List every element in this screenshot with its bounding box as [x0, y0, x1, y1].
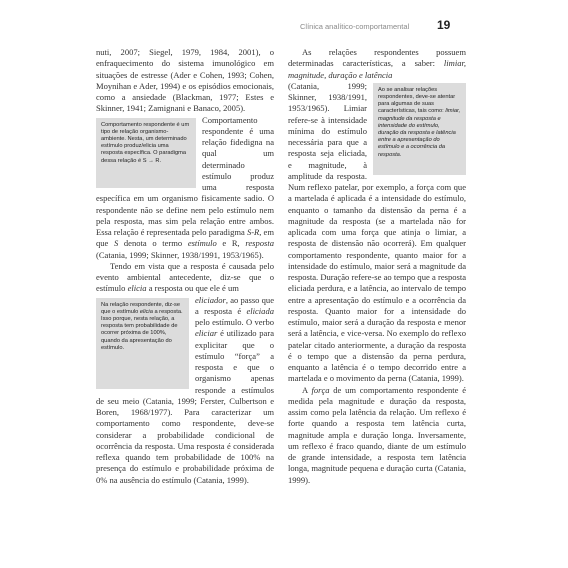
paragraph-text: (Catania, 1999; Skinner, 1938/1991, 1953/1965). Limiar refere-se à intensidade mínima do estímulo necessária para que a resposta seja eliciada, e magnitude, à amplitude da resposta. Num reflexo patelar, por exemplo, a força com que a martelada é aplicada é a intensidade do estímulo, enquanto o tamanho da distensão da perna é a magnitude da resposta (se a martelada não for aplicada com uma força que atinja o limiar, a resposta de distensão não ocorrerá). Em qualquer comportamento respondente, quanto maior for a intensidade do estímulo, maior será a magnitude da resposta. Duração refere-se ao tempo que a resposta eliciada perdura, e a latência, ao intervalo de tempo entre a apresentação do estímulo e a ocorrência da resposta. Quanto maior for a intensidade do estímulo, maior será a duração da resposta e menor será a latência, e vice-versa. No exemplo do reflexo patelar citado anteriormente, a duração da resposta é o tempo que a distensão da perna perdura, enquanto a latência é o tempo decorrido entre a martelada e o movimento da perna (Catania, 1999).	[288, 80, 466, 384]
paragraph-text: é utilizado para explicitar que o estímulo “força” a resposta e que o organismo apenas responde a estímulos de seu meio (Catania, 1999; Ferster, Culbertson e Boren, 1968/1977). Para caracterizar um comportamento como respondente, deve-se considerar a probabilidade condicional de ocorrência da resposta. Uma resposta é considerada reflexa quando tem probabilidade de 100% na presença do estímulo e probabilidade próxima de 0% na ausência do estímulo (Catania, 1999).	[96, 328, 274, 485]
paragraph	[288, 47, 466, 81]
paragraph	[288, 385, 466, 486]
italic-term: elicia	[139, 308, 153, 315]
sidebar-note-text: Ao se analisar relações respondentes, deve-se atentar para algumas de suas características, tais como:	[378, 86, 456, 115]
paragraph-text: nuti, 2007; Siegel, 1979, 1984, 2001), o enfraquecimento do sistema imunológico em situações de estresse (Ader e Cohen, 1993; Cohen, Moynihan e Ader, 1994) e os episódios emocionais, como a ansiedade (Blackman, 1977; Estes e Skinner, 1941; Zamignani e Banaco, 2005).	[96, 47, 274, 114]
italic-term: estímulo	[187, 238, 217, 249]
sidebar-note-text: Na relação respondente, diz-se que o estímulo	[101, 301, 181, 315]
sidebar-note-text: a resposta. Isso porque, nesta relação, a resposta tem probabilidade de ocorrer próxima de 100%, quando da apresentação do estímulo.	[101, 308, 183, 351]
paragraph-text: e R,	[216, 238, 246, 249]
paragraph-text: de um comportamento respondente é medida pela magnitude e duração da resposta, assim como pela latência da relação. Um reflexo é forte quando a resposta tem latência curta, magnitude ampla e duração longa. Inversamente, um reflexo é fraco quando, diante de um estímulo de grande intensidade, a resposta tem latência longa, magnitude pequena e duração curta (Catania, 1999).	[288, 384, 467, 485]
italic-term: eliciar	[195, 328, 218, 339]
paragraph	[96, 261, 274, 295]
page-number: 19	[437, 18, 451, 32]
italic-term: força	[311, 384, 330, 395]
sidebar-note-text	[101, 302, 184, 352]
italic-term: eliciador	[195, 294, 226, 305]
paragraph-text: (Catania, 1999; Skinner, 1938/1991, 1953/1965).	[96, 249, 264, 260]
paragraph-text: , ao passo que a resposta é	[195, 294, 274, 316]
paragraph-text: , em que	[96, 227, 274, 249]
paragraph-text: Tendo em vista que a resposta é causada pelo evento ambiental antecedente, diz-se que o estímulo	[96, 260, 274, 294]
sidebar-note	[373, 83, 466, 175]
sidebar-note	[96, 118, 196, 188]
italic-term: eliciada	[246, 305, 274, 316]
sidebar-note-text: Comportamento respondente é um tipo de relação organismo-ambiente. Nesta, um determinado estímulo produz/elicia uma resposta específica. O paradigma dessa relação é S → R.	[101, 121, 190, 164]
paragraph-text: pelo estímulo. O verbo	[195, 317, 274, 327]
paragraph	[96, 47, 274, 115]
paragraph-text: Comportamento respondente é uma relação fidedigna na qual um determinado estímulo produz uma resposta específica em um organismo fisicamente sadio. O respondente não se define nem pelo estímulo nem pela resposta, mas sim pela relação entre ambos. Essa relação é representada pelo paradigma	[96, 114, 274, 237]
paragraph-text: As relações respondentes possuem determinadas características, a saber:	[288, 47, 466, 69]
paragraph-text: a resposta ou que ele é um	[146, 283, 239, 294]
sidebar-note-text	[378, 87, 461, 159]
running-header: Clínica analítico-comportamental	[300, 22, 410, 31]
italic-term: resposta	[245, 238, 274, 249]
italic-term: limiar, magnitude, duração e latência	[288, 58, 466, 80]
italic-term: S-R	[246, 227, 260, 237]
paragraph-text: denota o termo	[118, 238, 188, 249]
italic-term: elicia	[127, 283, 147, 294]
italic-term: S	[113, 238, 119, 249]
right-column	[288, 47, 466, 486]
italic-term: limiar, magnitude da resposta e intensidade do estímulo, duração da resposta e latência entre a apresentação do estímulo e a ocorrência da resposta.	[378, 108, 461, 158]
sidebar-note	[96, 298, 189, 389]
paragraph-text: A	[302, 384, 312, 395]
left-column	[96, 47, 274, 486]
